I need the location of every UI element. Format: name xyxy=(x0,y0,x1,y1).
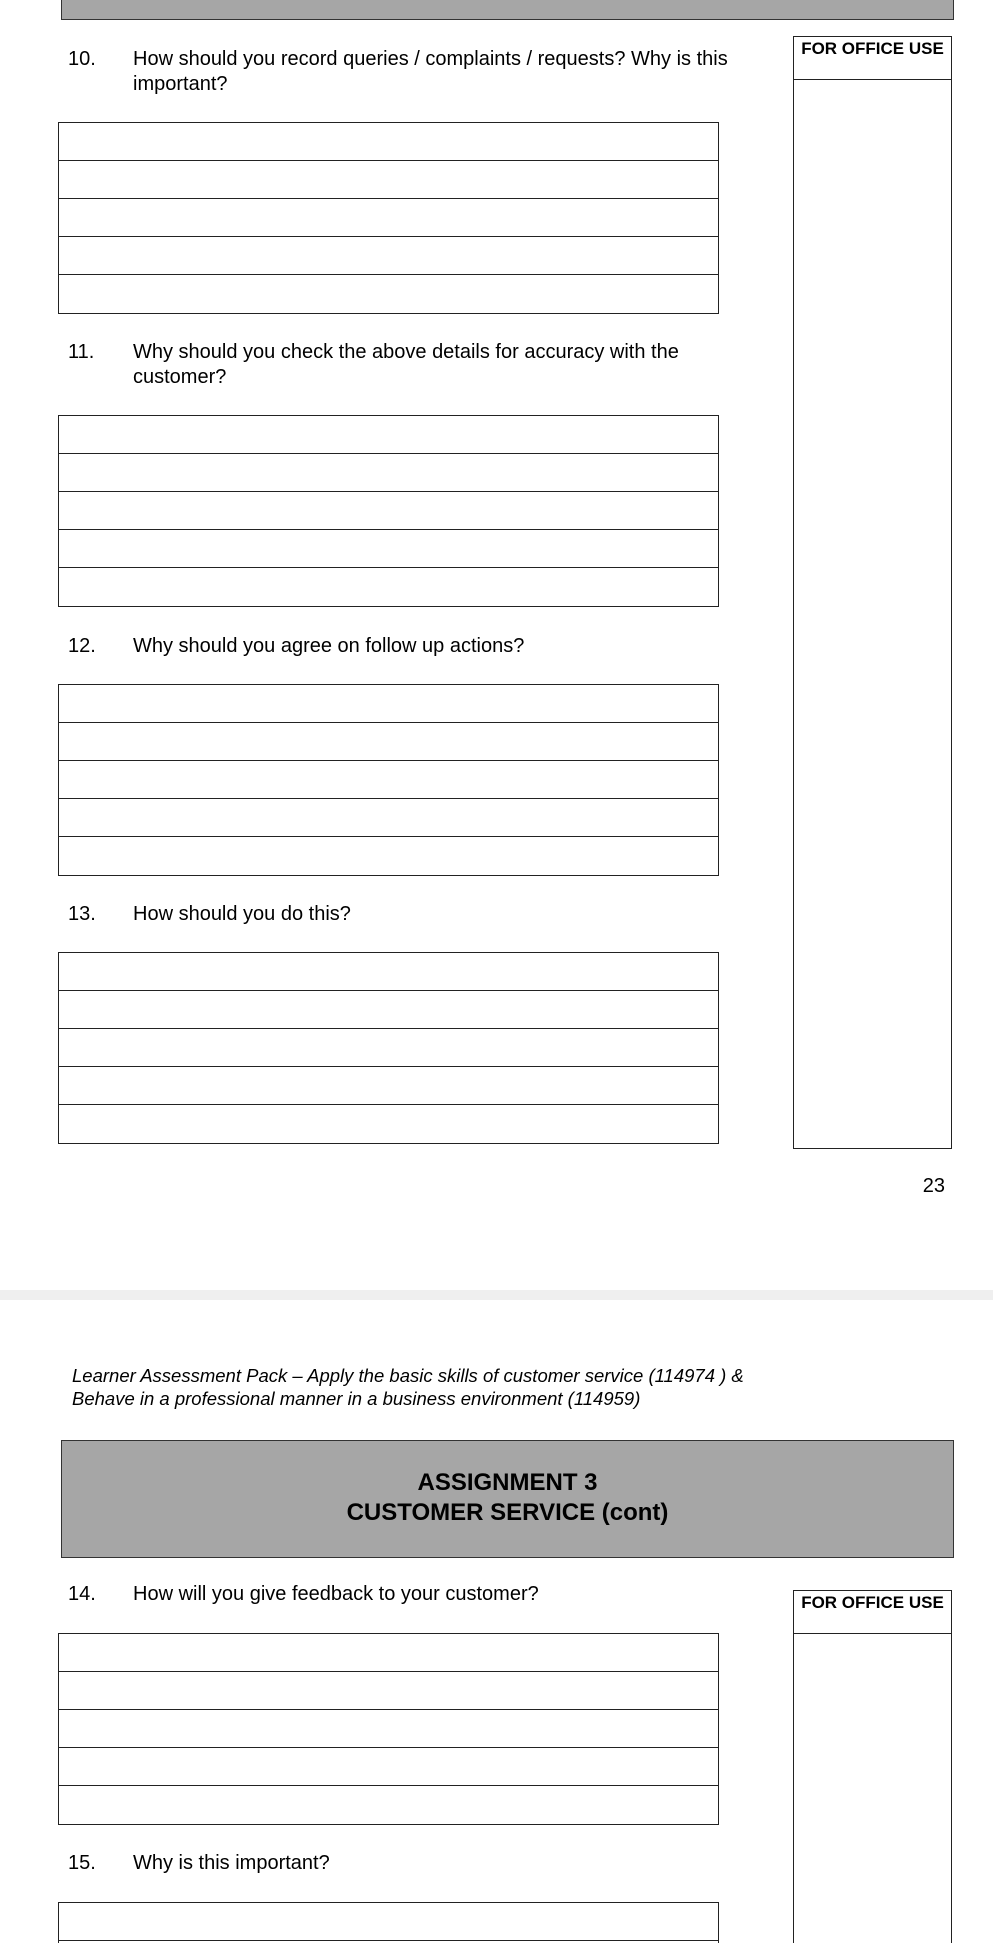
answer-line[interactable] xyxy=(59,1029,718,1067)
answer-line[interactable] xyxy=(59,454,718,492)
question-text: How should you record queries / complaints / requests? Why is this important? xyxy=(133,48,728,95)
answer-box-11[interactable] xyxy=(58,415,719,607)
question-number: 10. xyxy=(68,48,96,70)
answer-line[interactable] xyxy=(59,1634,718,1672)
office-use-column xyxy=(793,36,952,1149)
question-text: How should you do this? xyxy=(133,903,351,925)
header-line-1: Learner Assessment Pack – Apply the basic skills of customer service (114974 ) & xyxy=(72,1365,744,1386)
answer-line[interactable] xyxy=(59,1710,718,1748)
answer-line[interactable] xyxy=(59,723,718,761)
answer-box-15[interactable] xyxy=(58,1902,719,1943)
question-13 xyxy=(68,902,748,927)
answer-line[interactable] xyxy=(59,761,718,799)
question-number: 12. xyxy=(68,635,96,657)
answer-line[interactable] xyxy=(59,685,718,723)
answer-box-13[interactable] xyxy=(58,952,719,1144)
answer-line[interactable] xyxy=(59,492,718,530)
question-text: How will you give feedback to your customer? xyxy=(133,1583,539,1605)
answer-line[interactable] xyxy=(59,161,718,199)
question-text: Why should you check the above details for accuracy with the customer? xyxy=(133,341,679,388)
office-use-label: FOR OFFICE USE xyxy=(794,37,951,80)
answer-line[interactable] xyxy=(59,199,718,237)
page-number: 23 xyxy=(922,1175,945,1197)
assignment-banner xyxy=(61,1440,954,1558)
question-12 xyxy=(68,634,748,659)
question-number: 11. xyxy=(68,341,95,363)
question-number: 15. xyxy=(68,1852,96,1874)
header-line-2: Behave in a professional manner in a business environment (114959) xyxy=(72,1388,641,1409)
answer-line[interactable] xyxy=(59,1067,718,1105)
answer-line[interactable] xyxy=(59,530,718,568)
office-use-label: FOR OFFICE USE xyxy=(794,1591,951,1634)
page-separator xyxy=(0,1290,993,1300)
answer-line[interactable] xyxy=(59,799,718,837)
answer-line[interactable] xyxy=(59,1105,718,1143)
answer-box-12[interactable] xyxy=(58,684,719,876)
assignment-subtitle: CUSTOMER SERVICE (cont) xyxy=(346,1499,669,1526)
answer-line[interactable] xyxy=(59,275,718,313)
answer-line[interactable] xyxy=(59,568,718,606)
question-15 xyxy=(68,1851,748,1876)
answer-line[interactable] xyxy=(59,237,718,275)
assignment-title: ASSIGNMENT 3 xyxy=(417,1469,598,1496)
question-10 xyxy=(68,47,748,97)
section-banner-top xyxy=(61,0,954,20)
answer-box-14[interactable] xyxy=(58,1633,719,1825)
question-14 xyxy=(68,1582,748,1607)
answer-box-10[interactable] xyxy=(58,122,719,314)
answer-line[interactable] xyxy=(59,1748,718,1786)
document-header xyxy=(72,1364,932,1410)
answer-line[interactable] xyxy=(59,991,718,1029)
office-use-column xyxy=(793,1590,952,1943)
answer-line[interactable] xyxy=(59,123,718,161)
question-number: 14. xyxy=(68,1583,96,1605)
answer-line[interactable] xyxy=(59,953,718,991)
answer-line[interactable] xyxy=(59,837,718,875)
answer-line[interactable] xyxy=(59,1786,718,1824)
question-number: 13. xyxy=(68,903,96,925)
answer-line[interactable] xyxy=(59,1672,718,1710)
answer-line[interactable] xyxy=(59,1903,718,1941)
question-11 xyxy=(68,340,748,390)
page-24 xyxy=(0,1300,993,1943)
answer-line[interactable] xyxy=(59,416,718,454)
question-text: Why is this important? xyxy=(133,1852,330,1874)
question-text: Why should you agree on follow up actions? xyxy=(133,635,525,657)
